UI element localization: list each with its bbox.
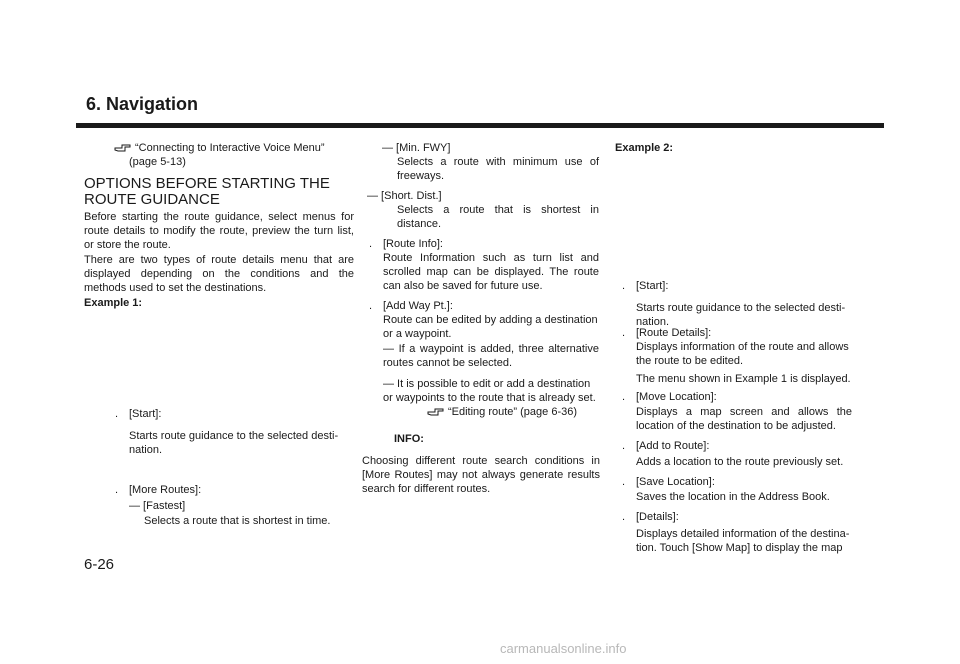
bullet: . bbox=[622, 280, 626, 292]
add-way-pt-description: Route can be edited by adding a destination or a waypoint. bbox=[383, 314, 598, 340]
watermark: carmanualsonline.info bbox=[500, 641, 627, 656]
move-location-description: Displays a map screen and allows the location of the destination to be adjusted. bbox=[636, 406, 852, 432]
example-1-label: Example 1: bbox=[84, 297, 143, 309]
add-to-route-label: [Add to Route]: bbox=[636, 440, 710, 452]
min-fwy-description: Selects a route with minimum use of freeways. bbox=[397, 156, 599, 182]
short-dist-label: — [Short. Dist.] bbox=[367, 190, 442, 202]
info-label: INFO: bbox=[394, 433, 424, 445]
bullet: . bbox=[115, 484, 119, 496]
route-info-description: Route Information such as turn list and scrolled map can be displayed. The route can also be saved for future use. bbox=[383, 252, 599, 292]
start-label: [Start]: bbox=[129, 408, 162, 420]
start-description: Starts route guidance to the selected desti-nation. bbox=[636, 302, 846, 328]
route-details-label: [Route Details]: bbox=[636, 327, 712, 339]
edit-note: — It is possible to edit or add a destination or waypoints to the route that is already set. bbox=[383, 378, 596, 404]
start-description: Starts route guidance to the selected desti-nation. bbox=[129, 430, 339, 456]
details-description: Displays detailed information of the destina-tion. Touch [Show Map] to display the map bbox=[636, 528, 850, 554]
bullet: . bbox=[622, 327, 626, 339]
pointing-hand-icon bbox=[114, 141, 132, 153]
cross-reference bbox=[427, 405, 607, 419]
short-dist-description: Selects a route that is shortest in distance. bbox=[397, 204, 599, 230]
move-location-label: [Move Location]: bbox=[636, 391, 717, 403]
fastest-description: Selects a route that is shortest in time. bbox=[144, 515, 331, 527]
chapter-title: 6. Navigation bbox=[86, 94, 199, 114]
bullet: . bbox=[622, 440, 626, 452]
route-details-note: The menu shown in Example 1 is displayed. bbox=[636, 373, 851, 385]
waypoint-note: — If a waypoint is added, three alternative routes cannot be selected. bbox=[383, 343, 599, 369]
save-location-label: [Save Location]: bbox=[636, 476, 715, 488]
heading-line-1: OPTIONS BEFORE STARTING THE bbox=[84, 175, 330, 192]
min-fwy-label: — [Min. FWY] bbox=[382, 142, 451, 154]
reference-text: “Editing route” (page 6-36) bbox=[448, 406, 578, 418]
bullet: . bbox=[622, 476, 626, 488]
start-label: [Start]: bbox=[636, 280, 669, 292]
intro-paragraph: Before starting the route guidance, select menus for route details to modify the route, preview the turn list, or store the route. bbox=[84, 211, 354, 251]
bullet: . bbox=[369, 238, 373, 250]
details-label: [Details]: bbox=[636, 511, 679, 523]
add-way-pt-label: [Add Way Pt.]: bbox=[383, 300, 453, 312]
pointing-hand-icon bbox=[427, 405, 445, 417]
bullet: . bbox=[369, 300, 373, 312]
bullet: . bbox=[622, 511, 626, 523]
bullet: . bbox=[115, 408, 119, 420]
types-paragraph: There are two types of route details menu that are displayed depending on the conditions and the methods used to set the destinations. bbox=[84, 254, 354, 294]
example-2-label: Example 2: bbox=[615, 142, 674, 154]
cross-reference bbox=[114, 141, 344, 169]
section-heading bbox=[84, 176, 364, 208]
more-routes-label: [More Routes]: bbox=[129, 484, 202, 496]
add-to-route-description: Adds a location to the route previously set. bbox=[636, 456, 844, 468]
page-number: 6-26 bbox=[84, 556, 115, 573]
route-details-description: Displays information of the route and allows the route to be edited. bbox=[636, 341, 849, 367]
info-text: Choosing different route search conditions in [More Routes] may not always generate results search for different routes. bbox=[362, 455, 600, 495]
title-rule bbox=[76, 123, 884, 128]
bullet: . bbox=[622, 391, 626, 403]
reference-text: “Connecting to Interactive Voice Menu” bbox=[135, 142, 325, 154]
heading-line-2: ROUTE GUIDANCE bbox=[84, 191, 220, 208]
reference-page: (page 5-13) bbox=[129, 156, 186, 168]
save-location-description: Saves the location in the Address Book. bbox=[636, 491, 830, 503]
fastest-label: — [Fastest] bbox=[129, 500, 186, 512]
route-info-label: [Route Info]: bbox=[383, 238, 443, 250]
